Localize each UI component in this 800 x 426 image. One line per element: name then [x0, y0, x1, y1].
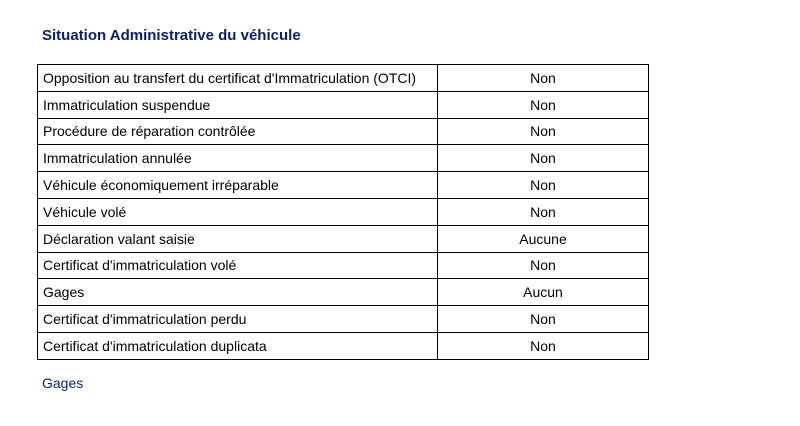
table-row — [38, 225, 649, 252]
table-row — [38, 252, 649, 279]
row-label: Procédure de réparation contrôlée — [38, 118, 438, 145]
row-label: Gages — [38, 279, 438, 306]
row-value: Non — [438, 145, 649, 172]
vehicle-status-table — [37, 64, 649, 360]
table-row — [38, 279, 649, 306]
row-label: Véhicule volé — [38, 198, 438, 225]
gages-link[interactable]: Gages — [42, 375, 84, 391]
table-row — [38, 118, 649, 145]
row-value: Non — [438, 118, 649, 145]
row-label: Immatriculation suspendue — [38, 91, 438, 118]
row-value: Non — [438, 172, 649, 199]
row-value: Aucun — [438, 279, 649, 306]
row-value: Non — [438, 252, 649, 279]
row-label: Déclaration valant saisie — [38, 225, 438, 252]
row-value: Non — [438, 91, 649, 118]
row-value: Non — [438, 332, 649, 359]
row-value: Non — [438, 306, 649, 333]
row-value: Aucune — [438, 225, 649, 252]
row-label: Véhicule économiquement irréparable — [38, 172, 438, 199]
row-value: Non — [438, 198, 649, 225]
table-row — [38, 198, 649, 225]
row-label: Certificat d'immatriculation volé — [38, 252, 438, 279]
row-label: Certificat d'immatriculation perdu — [38, 306, 438, 333]
section-title: Situation Administrative du véhicule — [42, 27, 301, 44]
table-row — [38, 172, 649, 199]
row-value: Non — [438, 65, 649, 92]
table-row — [38, 306, 649, 333]
row-label: Immatriculation annulée — [38, 145, 438, 172]
table-row — [38, 91, 649, 118]
table-row — [38, 332, 649, 359]
row-label: Opposition au transfert du certificat d'Immatriculation (OTCI) — [38, 65, 438, 92]
table-row — [38, 65, 649, 92]
row-label: Certificat d'immatriculation duplicata — [38, 332, 438, 359]
table-row — [38, 145, 649, 172]
